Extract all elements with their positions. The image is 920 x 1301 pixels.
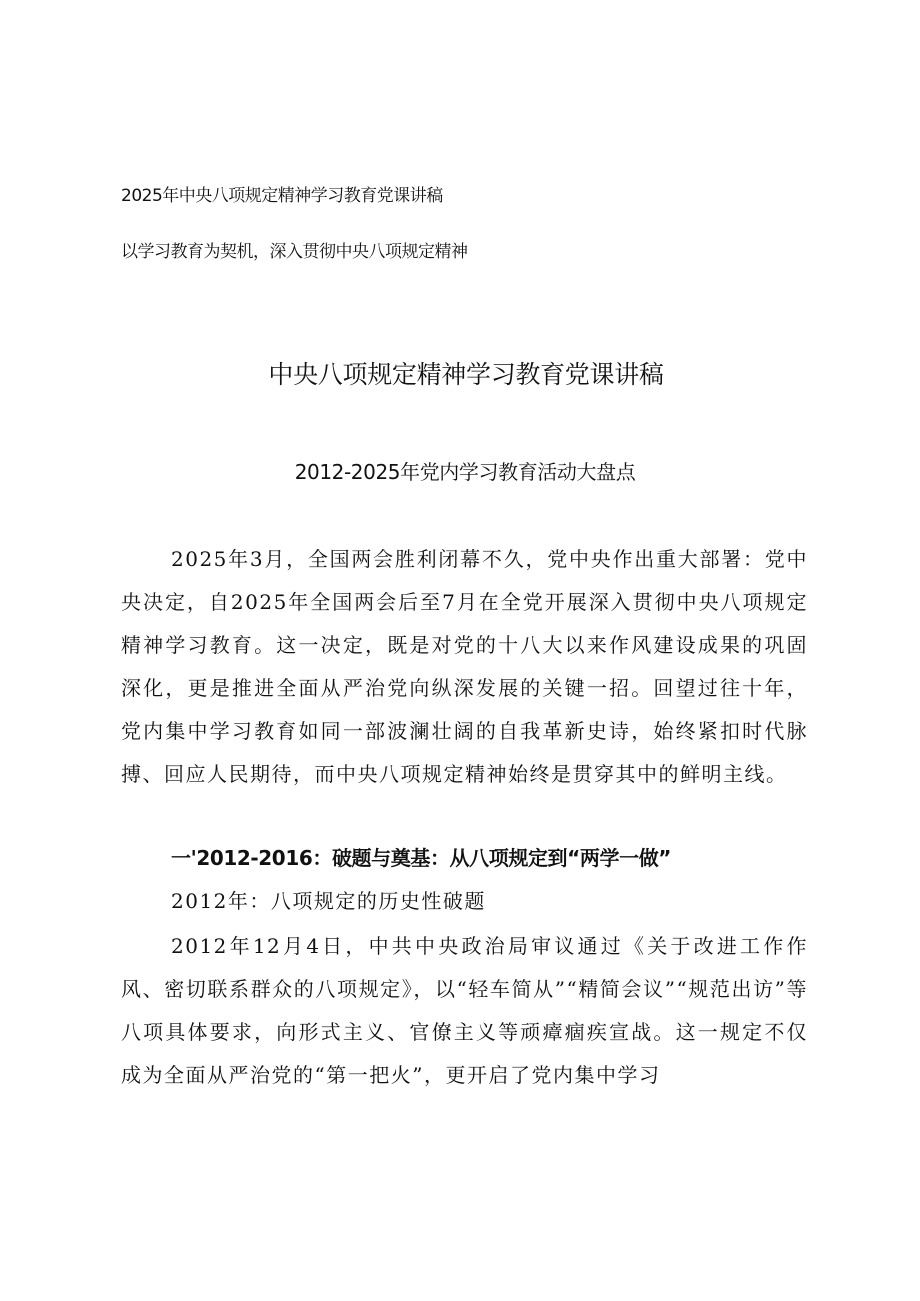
sub-title: 2012-2025年党内学习教育活动大盘点 bbox=[294, 460, 636, 484]
paragraph-2: 2012年12月4日，中共中央政治局审议通过《关于改进工作作风、密切联系群众的八项规定》，以“轻车简从”“精简会议”“规范出访”等八项具体要求，向形式主义、官僚主义等顽瘴痼疾宣战。这一规定不仅成为全面从严治党的“第一把火”，更开启了党内集中学习 bbox=[121, 934, 808, 1087]
section-heading: 一'2012-2016：破题与奠基：从八项规定到“两学一做” bbox=[171, 846, 672, 870]
paragraph-1: 2025年3月，全国两会胜利闭幕不久，党中央作出重大部署：党中央决定，自2025年全国两会后至7月在全党开展深入贯彻中央八项规定精神学习教育。这一决定，既是对党的十八大以来作风建设成果的巩固深化，更是推进全面从严治党向纵深发展的关键一招。回望过往十年，党内集中学习教育如同一部波澜壮阔的自我革新史诗，始终紧扣时代脉搏、回应人民期待，而中央八项规定精神始终是贯穿其中的鲜明主线。 bbox=[121, 547, 808, 786]
section-sub-heading: 2012年：八项规定的历史性破题 bbox=[171, 889, 486, 913]
main-title: 中央八项规定精神学习教育党课讲稿 bbox=[268, 360, 664, 389]
header-line-2: 以学习教育为契机，深入贯彻中央八项规定精神 bbox=[121, 242, 468, 262]
header-line-1: 2025年中央八项规定精神学习教育党课讲稿 bbox=[121, 186, 443, 206]
